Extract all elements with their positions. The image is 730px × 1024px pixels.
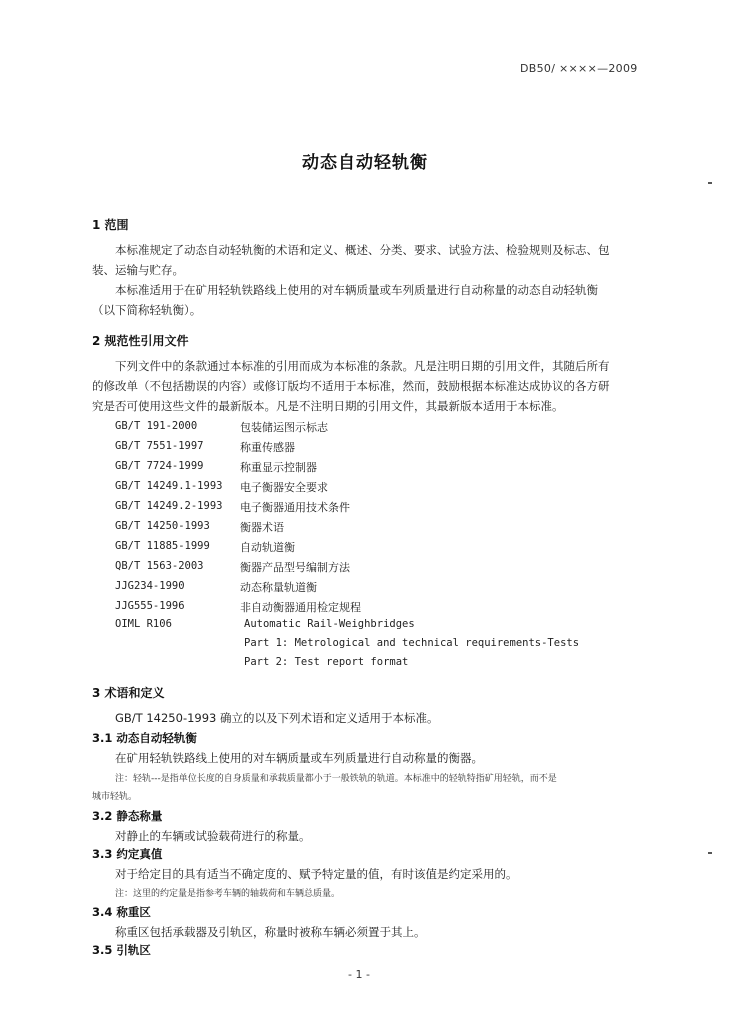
reference-code: GB/T 14250-1993 — [115, 520, 210, 532]
reference-title: 电子衡器通用技术条件 — [240, 501, 350, 514]
reference-title: 电子衡器安全要求 — [240, 481, 328, 494]
scan-mark — [708, 182, 712, 184]
oiml-part-1: Part 1: Metrological and technical requirements-Tests — [244, 637, 580, 649]
reference-code: JJG234-1990 — [115, 580, 185, 592]
reference-code: GB/T 14249.2-1993 — [115, 500, 223, 512]
section-1-heading: 1 范围 — [92, 218, 129, 232]
section-2-p-line1: 下列文件中的条款通过本标准的引用而成为本标准的条款。凡是注明日期的引用文件，其随后所有 — [115, 359, 610, 373]
section-2-heading: 2 规范性引用文件 — [92, 334, 189, 348]
reference-title: 衡器产品型号编制方法 — [240, 561, 350, 574]
term-3-3-definition: 对于给定目的具有适当不确定度的、赋予特定量的值，有时该值是约定采用的。 — [115, 867, 518, 881]
reference-code: OIML R106 — [115, 618, 172, 630]
term-3-1-note-line2: 城市轻轨。 — [92, 792, 138, 802]
term-3-2-definition: 对静止的车辆或试验载荷进行的称量。 — [115, 829, 311, 843]
section-3-heading: 3 术语和定义 — [92, 686, 165, 700]
section-1-p2-line2: （以下简称轻轨衡）。 — [92, 303, 202, 317]
reference-title: Automatic Rail-Weighbridges — [244, 618, 415, 630]
section-2-p-line3: 究是否可使用这些文件的最新版本。凡是不注明日期的引用文件，其最新版本适用于本标准。 — [92, 399, 564, 413]
term-3-1-definition: 在矿用轻轨铁路线上使用的对车辆质量或车列质量进行自动称量的衡器。 — [115, 751, 483, 765]
term-3-2-heading: 3.2 静态称量 — [92, 809, 163, 823]
reference-code: GB/T 7724-1999 — [115, 460, 204, 472]
page-number: - 1 - — [348, 968, 370, 981]
section-1-p2-line1: 本标准适用于在矿用轻轨铁路线上使用的对车辆质量或车列质量进行自动称量的动态自动轻轨衡 — [115, 283, 598, 297]
reference-title: 包装储运图示标志 — [240, 421, 328, 434]
term-3-1-heading: 3.1 动态自动轻轨衡 — [92, 731, 197, 745]
document-title: 动态自动轻轨衡 — [302, 153, 428, 173]
reference-code: JJG555-1996 — [115, 600, 185, 612]
term-3-4-heading: 3.4 称重区 — [92, 905, 151, 919]
term-3-4-definition: 称重区包括承载器及引轨区，称量时被称车辆必须置于其上。 — [115, 925, 426, 939]
section-1-p1-line2: 装、运输与贮存。 — [92, 263, 184, 277]
reference-title: 自动轨道衡 — [240, 541, 295, 554]
reference-code: GB/T 7551-1997 — [115, 440, 204, 452]
reference-title: 非自动衡器通用检定规程 — [240, 601, 361, 614]
reference-code: GB/T 14249.1-1993 — [115, 480, 223, 492]
section-1-p1-line1: 本标准规定了动态自动轻轨衡的术语和定义、概述、分类、要求、试验方法、检验规则及标志、包 — [115, 243, 610, 257]
term-3-5-heading: 3.5 引轨区 — [92, 943, 151, 957]
reference-title: 动态称量轨道衡 — [240, 581, 317, 594]
reference-title: 称重传感器 — [240, 441, 295, 454]
document-number: DB50/ ××××—2009 — [520, 62, 638, 75]
term-3-3-note: 注：这里的约定量是指参考车辆的轴载荷和车辆总质量。 — [115, 889, 341, 899]
scan-mark — [708, 852, 712, 854]
section-3-intro: GB/T 14250-1993 确立的以及下列术语和定义适用于本标准。 — [115, 711, 439, 725]
reference-code: GB/T 191-2000 — [115, 420, 198, 432]
reference-title: 衡器术语 — [240, 521, 284, 534]
term-3-3-heading: 3.3 约定真值 — [92, 847, 163, 861]
reference-code: GB/T 11885-1999 — [115, 540, 210, 552]
oiml-part-2: Part 2: Test report format — [244, 656, 409, 668]
section-2-p-line2: 的修改单（不包括勘误的内容）或修订版均不适用于本标准，然而，鼓励根据本标准达成协议的各方研 — [92, 379, 610, 393]
reference-code: QB/T 1563-2003 — [115, 560, 204, 572]
reference-title: 称重显示控制器 — [240, 461, 317, 474]
term-3-1-note-line1: 注：轻轨---是指单位长度的自身质量和承载质量都小于一般铁轨的轨道。本标准中的轻轨特指矿用轻轨，而不是 — [115, 774, 557, 784]
